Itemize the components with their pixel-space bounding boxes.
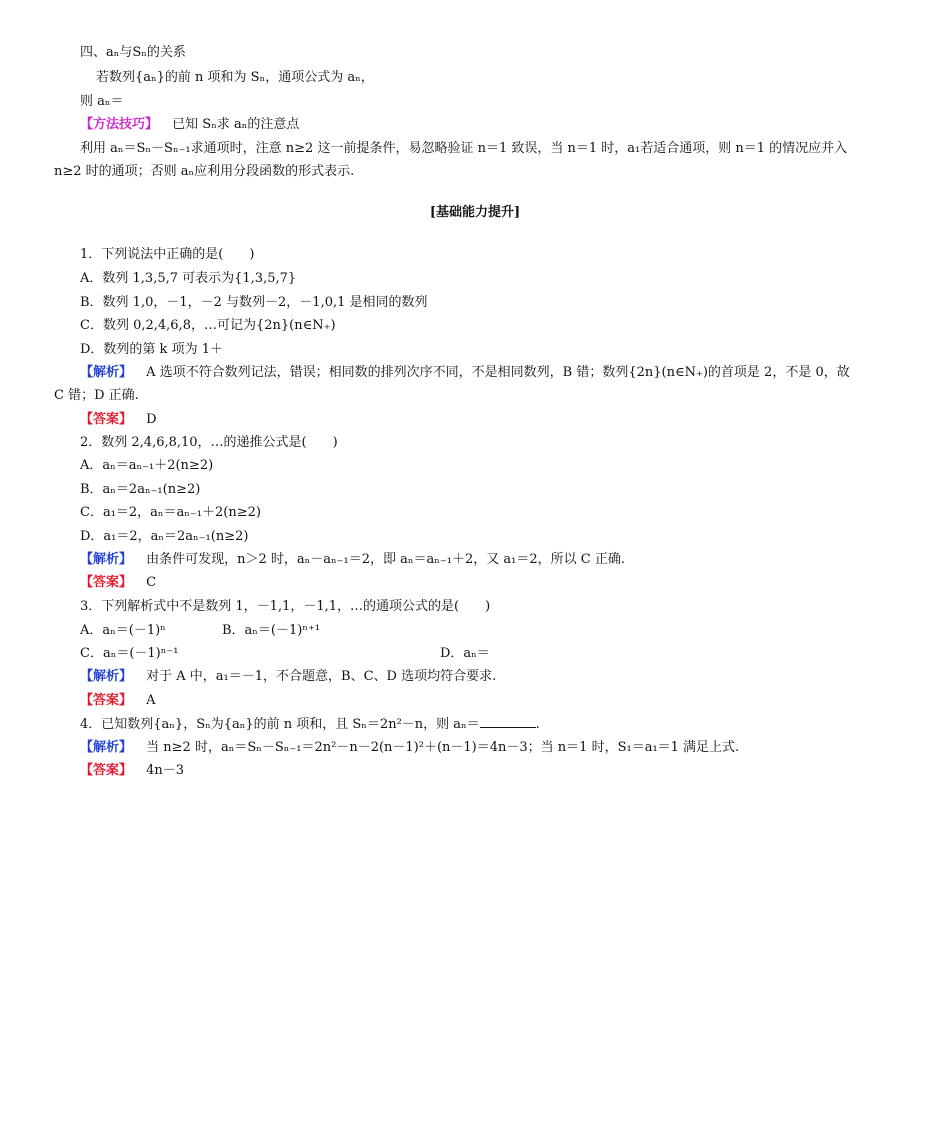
q1-option-d: D．数列的第 k 项为 1＋ [80, 342, 223, 357]
q3-analysis-text: 对于 A 中，a₁＝－1，不合题意，B、C、D 选项均符合要求. [146, 669, 497, 684]
q3-option-a: A．aₙ＝(－1)ⁿ [80, 623, 166, 638]
q4-stem-end: . [535, 717, 540, 732]
answer-tag: 【答案】 [80, 412, 133, 427]
q2-analysis-line [80, 551, 625, 569]
q4-analysis-text: 当 n≥2 时，aₙ＝Sₙ－Sₙ₋₁＝2n²－n－2(n－1)²＋(n－1)＝4n－3；当 n＝1 时，S₁＝a₁＝1 满足上式. [146, 740, 740, 755]
q4-answer: 4n－3 [146, 763, 185, 778]
q2-option-a: A．aₙ＝aₙ₋₁＋2(n≥2) [80, 458, 214, 473]
q4-answer-line [80, 762, 184, 780]
q2-option-b: B．aₙ＝2aₙ₋₁(n≥2) [80, 482, 201, 497]
q1-analysis-line1 [80, 364, 850, 382]
answer-tag: 【答案】 [80, 575, 133, 590]
q2-analysis-text: 由条件可发现，n＞2 时，aₙ－aₙ₋₁＝2，即 aₙ＝aₙ₋₁＋2，又 a₁＝2，所以 C 正确. [146, 552, 625, 567]
q4-answer-blank [480, 715, 536, 728]
q1-option-b: B．数列 1,0，－1，－2 与数列－2，－1,0,1 是相同的数列 [80, 295, 428, 310]
analysis-tag: 【解析】 [80, 365, 133, 380]
q4-stem-line [80, 715, 540, 734]
q2-answer-line [80, 574, 156, 592]
q2-answer: C [146, 575, 157, 590]
analysis-tag: 【解析】 [80, 552, 133, 567]
q3-analysis-line [80, 668, 496, 686]
q1-answer-line [80, 411, 157, 429]
answer-tag: 【答案】 [80, 693, 133, 708]
q3-option-d: D．aₙ＝ [440, 646, 490, 661]
tip-tag: 【方法技巧】 [80, 117, 159, 132]
tip-body-1: 利用 aₙ＝Sₙ－Sₙ₋₁求通项时，注意 n≥2 这一前提条件，易忽略验证 n＝1 致误，当 n＝1 时，a₁若适合通项，则 n＝1 的情况应并入 [80, 141, 848, 156]
q3-option-c: C．aₙ＝(－1)ⁿ⁻¹ [80, 646, 179, 661]
tip-line [80, 116, 299, 134]
answer-tag: 【答案】 [80, 763, 133, 778]
analysis-tag: 【解析】 [80, 669, 133, 684]
q4-stem: 4．已知数列{aₙ}，Sₙ为{aₙ}的前 n 项和，且 Sₙ＝2n²－n，则 aₙ＝ [80, 717, 480, 732]
section4-line1: 若数列{aₙ}的前 n 项和为 Sₙ，通项公式为 aₙ， [96, 70, 374, 85]
q1-analysis-text: A 选项不符合数列记法，错误；相同数的排列次序不同，不是相同数列，B 错；数列{2n}(n∈N₊)的首项是 2，不是 0，故 [146, 365, 850, 380]
analysis-tag: 【解析】 [80, 740, 133, 755]
section4-heading: 四、aₙ与Sₙ的关系 [80, 45, 186, 60]
q3-answer: A [146, 693, 156, 708]
q1-option-c: C．数列 0,2,4,6,8，…可记为{2n}(n∈N₊) [80, 318, 336, 333]
tip-title: 已知 Sₙ求 aₙ的注意点 [172, 117, 300, 132]
q3-answer-line [80, 692, 156, 710]
q2-stem: 2．数列 2,4,6,8,10，…的递推公式是( ) [80, 435, 338, 450]
q1-answer: D [146, 412, 157, 427]
q3-option-b: B．aₙ＝(－1)ⁿ⁺¹ [222, 623, 321, 638]
section4-line2: 则 aₙ＝ [80, 94, 124, 109]
tip-body-2: n≥2 时的通项；否则 aₙ应利用分段函数的形式表示. [54, 164, 355, 179]
section-title: [基础能力提升] [429, 205, 521, 220]
q1-analysis-line2: C 错；D 正确. [54, 388, 139, 403]
q3-stem: 3．下列解析式中不是数列 1，－1,1，－1,1，…的通项公式的是( ) [80, 599, 491, 614]
q4-analysis-line [80, 739, 739, 757]
q1-stem: 1．下列说法中正确的是( ) [80, 247, 255, 262]
q1-option-a: A．数列 1,3,5,7 可表示为{1,3,5,7} [80, 271, 297, 286]
q2-option-d: D．a₁＝2，aₙ＝2aₙ₋₁(n≥2) [80, 529, 249, 544]
q2-option-c: C．a₁＝2，aₙ＝aₙ₋₁＋2(n≥2) [80, 505, 261, 520]
